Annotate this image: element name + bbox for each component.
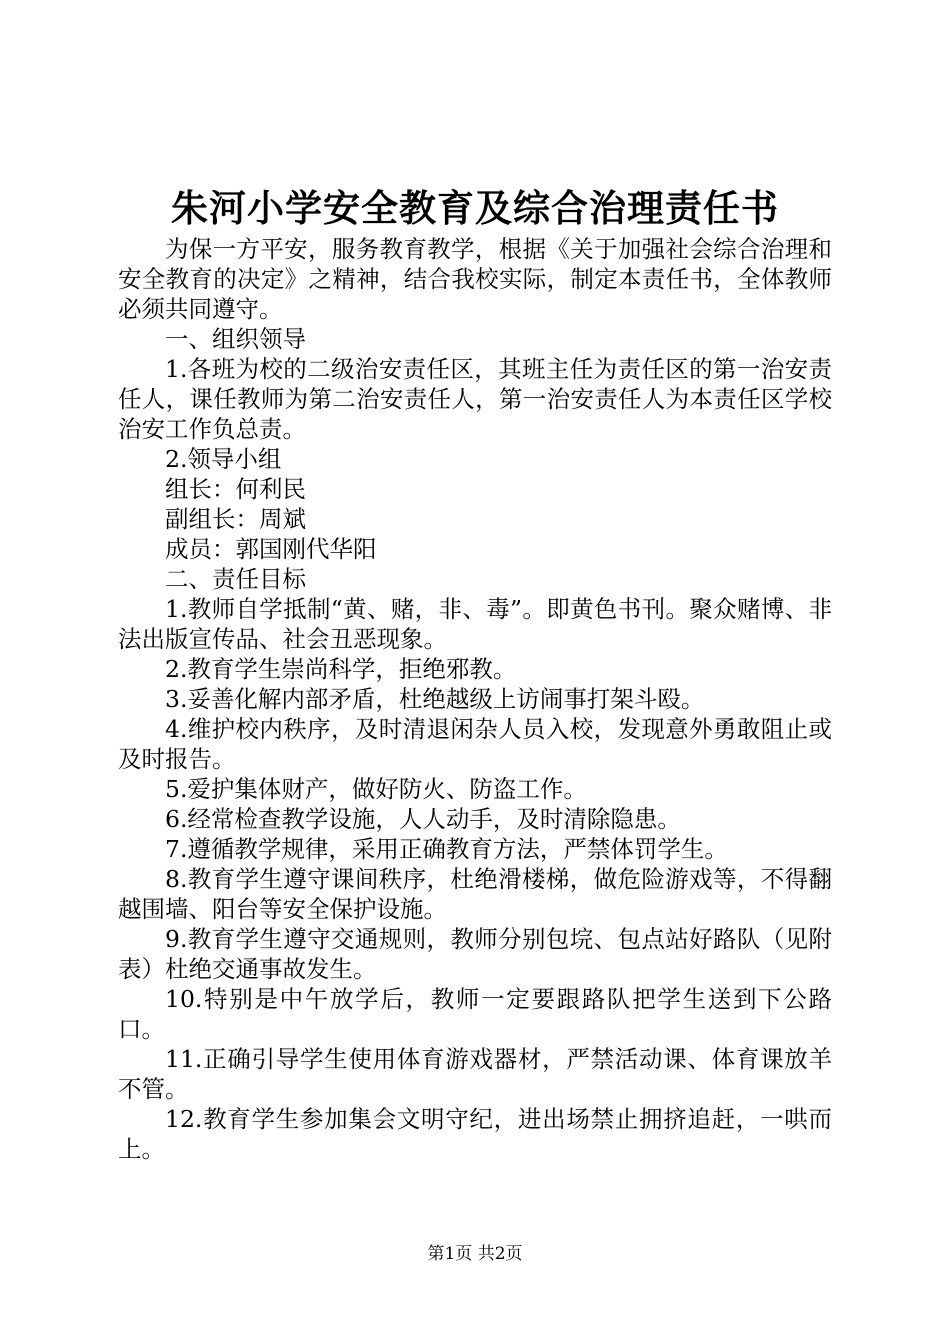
goal-item-6: 6.经常检查教学设施，人人动手，及时清除隐患。	[165, 805, 681, 833]
goal-item-1: 1.教师自学抵制“黄、赌，非、毒”。即黄色书刊。聚众赌博、非法出版宣传品、社会丑恶现象。	[118, 595, 832, 653]
page-number: 第1页	[427, 1244, 473, 1264]
intro-paragraph: 为保一方平安，服务教育教学，根据《关于加强社会综合治理和安全教育的决定》之精神，结合我校实际，制定本责任书，全体教师必须共同遵守。	[118, 235, 832, 323]
goal-item-8: 8.教育学生遵守课间秩序，杜绝滑楼梯，做危险游戏等，不得翻越围墙、阳台等安全保护设施。	[118, 865, 832, 923]
goal-item-4: 4.维护校内秩序，及时清退闲杂人员入校，发现意外勇敢阻止或及时报告。	[118, 715, 832, 773]
goal-item-3: 3.妥善化解内部矛盾，杜绝越级上访闹事打架斗殴。	[165, 685, 705, 713]
page-footer	[0, 1242, 950, 1266]
document-title: 朱河小学安全教育及综合治理责任书	[171, 186, 779, 230]
goal-item-12: 12.教育学生参加集会文明守纪，进出场禁止拥挤追赶，一哄而上。	[118, 1105, 832, 1163]
goal-item-5: 5.爱护集体财产，做好防火、防盗工作。	[165, 775, 587, 803]
section-heading-goals: 二、责任目标	[165, 565, 306, 593]
document-body	[118, 234, 832, 1164]
organization-item-2: 2.领导小组	[165, 445, 282, 473]
section-heading-organization: 一、组织领导	[165, 325, 306, 353]
goal-item-11: 11.正确引导学生使用体育游戏器材，严禁活动课、体育课放羊不管。	[118, 1045, 832, 1103]
group-leader: 组长：何利民	[165, 475, 306, 503]
deputy-group-leader: 副组长：周斌	[165, 505, 306, 533]
goal-item-2: 2.教育学生崇尚科学，拒绝邪教。	[165, 655, 517, 683]
goal-item-9: 9.教育学生遵守交通规则，教师分别包垸、包点站好路队（见附表）杜绝交通事故发生。	[118, 925, 832, 983]
group-members: 成员：郭国刚代华阳	[165, 535, 377, 563]
organization-item-1: 1.各班为校的二级治安责任区，其班主任为责任区的第一治安责任人，课任教师为第二治安责任人，第一治安责任人为本责任区学校治安工作负总责。	[118, 355, 832, 443]
page-total: 共2页	[477, 1244, 523, 1264]
goal-item-10: 10.特别是中午放学后，教师一定要跟路队把学生送到下公路口。	[118, 985, 832, 1043]
goal-item-7: 7.遵循教学规律，采用正确教育方法，严禁体罚学生。	[165, 835, 728, 863]
